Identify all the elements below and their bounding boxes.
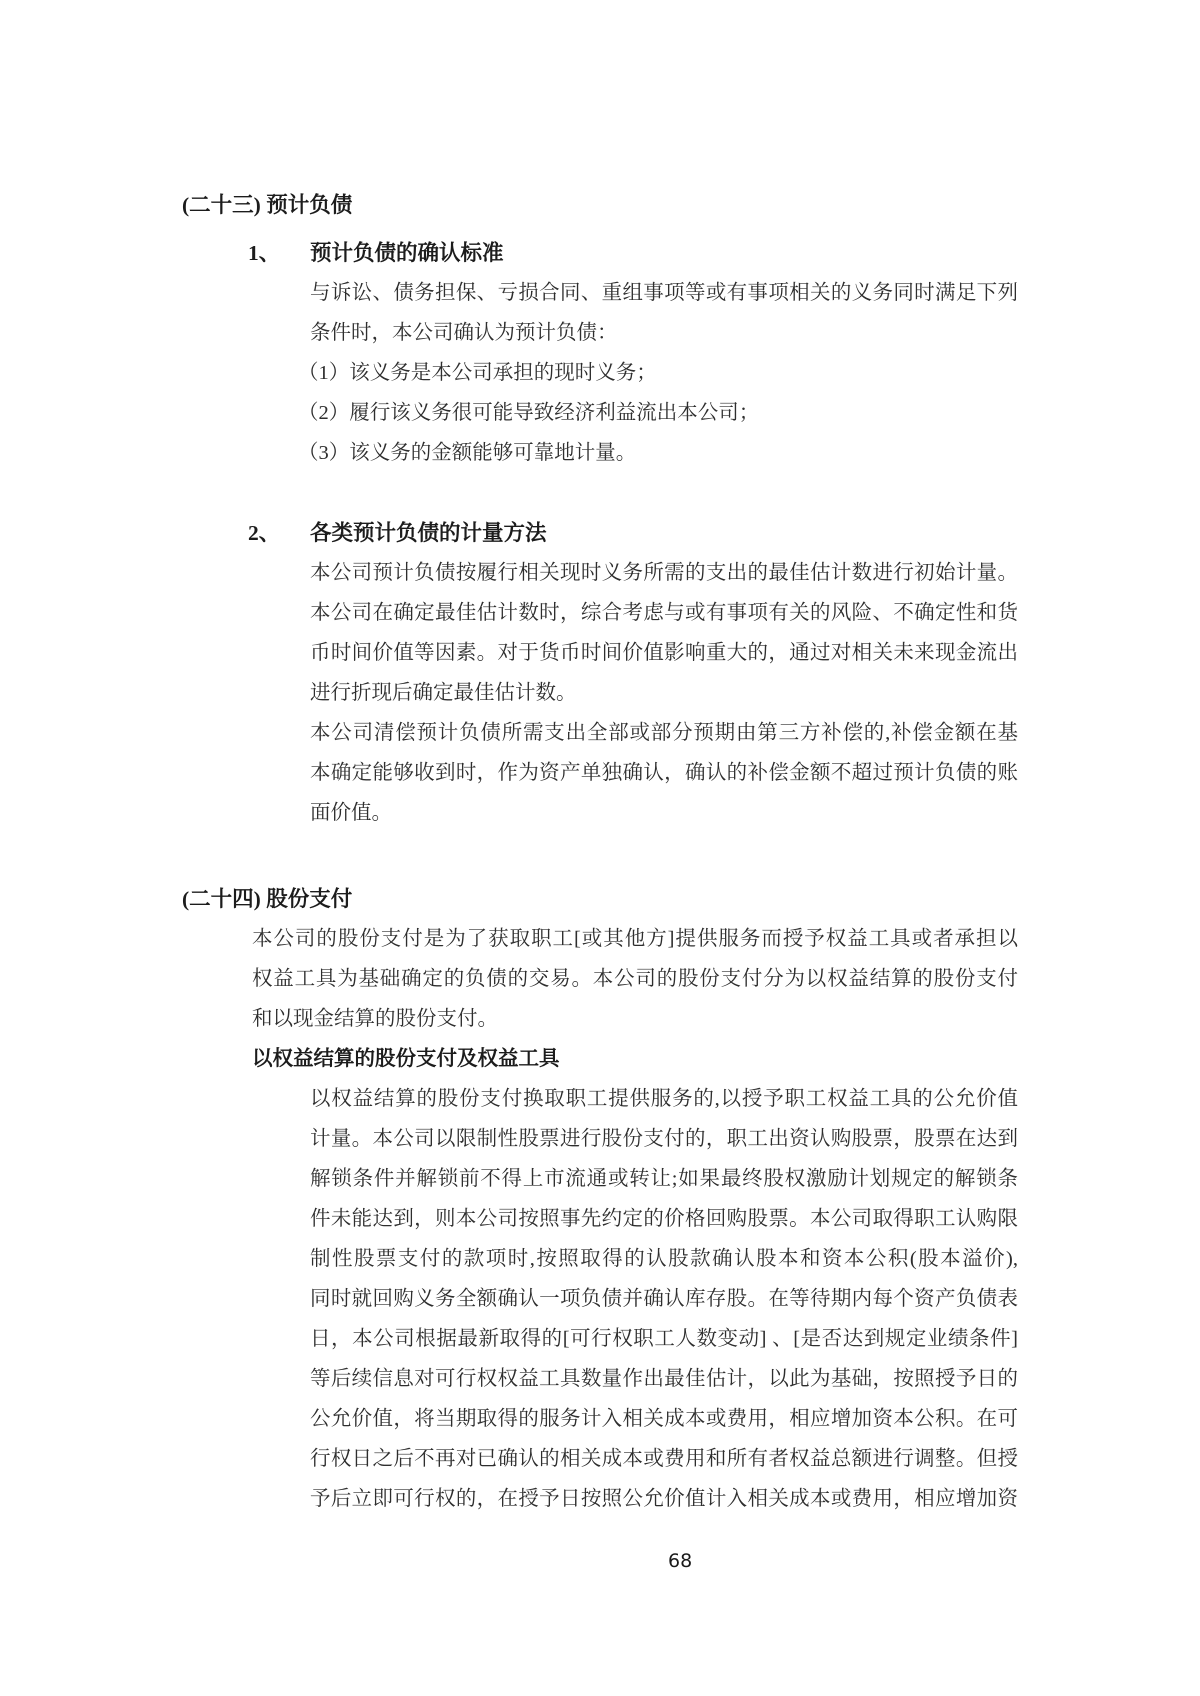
paragraph-line: 币时间价值等因素。对于货币时间价值影响重大的，通过对相关未来现金流出 <box>310 642 1018 664</box>
section-23-heading <box>182 185 1200 225</box>
paragraph-line: 与诉讼、债务担保、亏损合同、重组事项等或有事项相关的义务同时满足下列 <box>310 282 1018 304</box>
document-content <box>0 185 1200 1519</box>
paragraph-line: 制性股票支付的款项时,按照取得的认股款确认股本和资本公积(股本溢价), <box>310 1248 1018 1270</box>
paragraph-line: 本公司清偿预计负债所需支出全部或部分预期由第三方补偿的,补偿金额在基 <box>310 722 1018 744</box>
paragraph-line: 和以现金结算的股份支付。 <box>252 1008 498 1030</box>
paragraph-line: 同时就回购义务全额确认一项负债并确认库存股。在等待期内每个资产负债表 <box>310 1288 1018 1310</box>
sub-section-title: 以权益结算的股份支付及权益工具 <box>252 1048 560 1070</box>
paragraph-line: 进行折现后确定最佳估计数。 <box>310 682 577 704</box>
clause-1-heading <box>248 233 1200 273</box>
clause-title: 各类预计负债的计量方法 <box>310 521 547 545</box>
paragraph-line: 公允价值，将当期取得的服务计入相关成本或费用，相应增加资本公积。在可 <box>310 1408 1018 1430</box>
section-title: (二十四) 股份支付 <box>182 887 353 911</box>
paragraph-line: 日，本公司根据最新取得的[可行权职工人数变动] 、[是否达到规定业绩条件] <box>310 1328 1018 1350</box>
paragraph-line: 计量。本公司以限制性股票进行股份支付的，职工出资认购股票，股票在达到 <box>310 1128 1018 1150</box>
paragraph-line: 本公司在确定最佳估计数时，综合考虑与或有事项有关的风险、不确定性和货 <box>310 602 1018 624</box>
paragraph-line: 件未能达到，则本公司按照事先约定的价格回购股票。本公司取得职工认购限 <box>310 1208 1018 1230</box>
paragraph-line: 权益工具为基础确定的负债的交易。本公司的股份支付分为以权益结算的股份支付 <box>252 968 1018 990</box>
clause-title: 预计负债的确认标准 <box>310 241 504 265</box>
paragraph-line: 等后续信息对可行权权益工具数量作出最佳估计，以此为基础，按照授予日的 <box>310 1368 1018 1390</box>
paragraph-line: 予后立即可行权的，在授予日按照公允价值计入相关成本或费用，相应增加资 <box>310 1488 1018 1510</box>
page-number: 68 <box>668 1550 693 1572</box>
paragraph-line: 行权日之后不再对已确认的相关成本或费用和所有者权益总额进行调整。但授 <box>310 1448 1018 1470</box>
list-item: （1）该义务是本公司承担的现时义务； <box>298 362 657 384</box>
equity-settled-paragraph <box>310 1079 1018 1519</box>
equity-settled-subheading <box>252 1039 1200 1079</box>
section-title: (二十三) 预计负债 <box>182 193 353 217</box>
section-24-heading <box>182 879 1200 919</box>
paragraph-line: 条件时，本公司确认为预计负债： <box>310 322 618 344</box>
list-item: （2）履行该义务很可能导致经济利益流出本公司； <box>298 402 760 424</box>
section-24-intro-paragraph <box>252 919 1018 1039</box>
paragraph-line: 解锁条件并解锁前不得上市流通或转让;如果最终股权激励计划规定的解锁条 <box>310 1168 1018 1190</box>
clause-1-conditions <box>298 353 1018 473</box>
paragraph-line: 本确定能够收到时，作为资产单独确认，确认的补偿金额不超过预计负债的账 <box>310 762 1018 784</box>
clause-number: 1、 <box>248 241 281 265</box>
clause-2-paragraph <box>310 553 1018 833</box>
clause-1-paragraph <box>310 273 1018 353</box>
paragraph-line: 本公司预计负债按履行相关现时义务所需的支出的最佳估计数进行初始计量。 <box>310 562 1018 584</box>
paragraph-line: 面价值。 <box>310 802 392 824</box>
clause-number: 2、 <box>248 521 281 545</box>
paragraph-line: 以权益结算的股份支付换取职工提供服务的,以授予职工权益工具的公允价值 <box>310 1088 1018 1110</box>
paragraph-line: 本公司的股份支付是为了获取职工[或其他方]提供服务而授予权益工具或者承担以 <box>252 928 1018 950</box>
list-item: （3）该义务的金额能够可靠地计量。 <box>298 442 637 464</box>
clause-2-heading <box>248 513 1200 553</box>
